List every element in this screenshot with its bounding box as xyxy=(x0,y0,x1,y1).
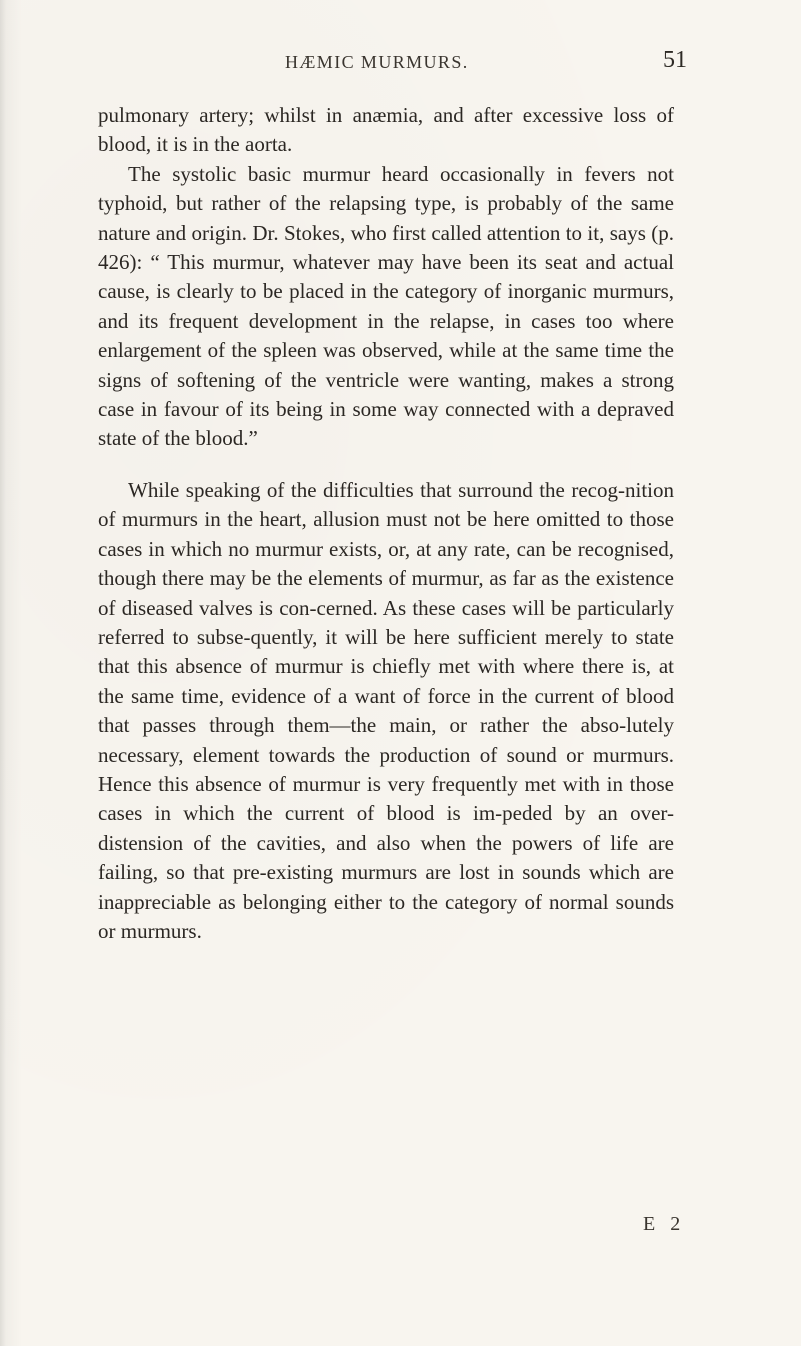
signature-mark: E 2 xyxy=(643,1213,686,1235)
running-head xyxy=(0,47,801,77)
page-number: 51 xyxy=(663,47,687,73)
body-text xyxy=(98,101,674,946)
running-title: HÆMIC MURMURS. xyxy=(285,52,469,72)
paragraph-continuation: pulmonary artery; whilst in anæmia, and after excessive loss of blood, it is in the aorta. xyxy=(98,103,674,157)
paragraph-systolic-murmur: The systolic basic murmur heard occasionally in fevers not typhoid, but rather of the relapsing type, is probably of the same nature and origin. Dr. Stokes, who first called attention to it, says (p. 426): “ This murmur, whatever may have been its seat and actual cause, is clearly to be placed in the category of inorganic murmurs, and its frequent development in the relapse, in cases too where enlargement of the spleen was observed, while at the same time the signs of softening of the ventricle were wanting, makes a strong case in favour of its being in some way connected with a depraved state of the blood.” xyxy=(98,161,674,451)
paragraph-absence-of-murmur: While speaking of the difficulties that surround the recog-nition of murmurs in the heart, allusion must not be here omitted to those cases in which no murmur exists, or, at any rate, can be recognised, though there may be the elements of murmur, as far as the existence of diseased valves is con-cerned. As these cases will be particularly referred to subse-quently, it will be here sufficient merely to state that this absence of murmur is chiefly met with where there is, at the same time, evidence of a want of force in the current of blood that passes through them—the main, or rather the abso-lutely necessary, element towards the production of sound or murmurs. Hence this absence of murmur is very frequently met with in those cases in which the current of blood is im-peded by an over-distension of the cavities, and also when the powers of life are failing, so that pre-existing murmurs are lost in sounds which are inappreciable as belonging either to the category of normal sounds or murmurs. xyxy=(98,477,674,943)
